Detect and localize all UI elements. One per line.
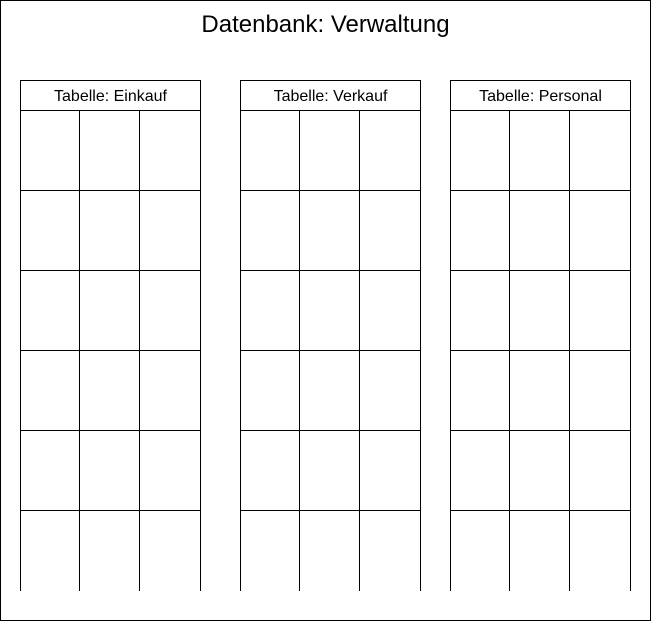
table-cell-r1-c2[interactable] bbox=[300, 111, 360, 191]
table-cell-r5-c1[interactable] bbox=[241, 431, 300, 511]
table-header: Tabelle: Verkauf bbox=[241, 81, 420, 111]
table-cell-r6-c1[interactable] bbox=[241, 511, 300, 591]
table-cell-r5-c2[interactable] bbox=[80, 431, 140, 511]
table-cell-r3-c1[interactable] bbox=[21, 271, 80, 351]
table-cell-r6-c2[interactable] bbox=[80, 511, 140, 591]
table-verkauf[interactable] bbox=[240, 80, 421, 591]
table-cell-r5-c3[interactable] bbox=[360, 431, 420, 511]
table-cell-r4-c1[interactable] bbox=[241, 351, 300, 431]
table-cell-r1-c1[interactable] bbox=[451, 111, 510, 191]
table-cell-r1-c2[interactable] bbox=[80, 111, 140, 191]
table-cell-r1-c3[interactable] bbox=[140, 111, 200, 191]
table-cell-r1-c3[interactable] bbox=[360, 111, 420, 191]
table-cell-r6-c3[interactable] bbox=[360, 511, 420, 591]
table-cell-r3-c3[interactable] bbox=[360, 271, 420, 351]
table-grid bbox=[241, 111, 420, 591]
table-cell-r1-c1[interactable] bbox=[241, 111, 300, 191]
table-cell-r2-c1[interactable] bbox=[451, 191, 510, 271]
table-grid bbox=[21, 111, 200, 591]
table-cell-r4-c3[interactable] bbox=[570, 351, 630, 431]
table-grid bbox=[451, 111, 630, 591]
table-cell-r5-c1[interactable] bbox=[21, 431, 80, 511]
table-cell-r2-c2[interactable] bbox=[300, 191, 360, 271]
table-header: Tabelle: Personal bbox=[451, 81, 630, 111]
table-header: Tabelle: Einkauf bbox=[21, 81, 200, 111]
table-cell-r6-c3[interactable] bbox=[140, 511, 200, 591]
table-cell-r4-c2[interactable] bbox=[80, 351, 140, 431]
table-einkauf[interactable] bbox=[20, 80, 201, 591]
table-cell-r2-c3[interactable] bbox=[140, 191, 200, 271]
table-cell-r1-c2[interactable] bbox=[510, 111, 570, 191]
table-cell-r3-c3[interactable] bbox=[570, 271, 630, 351]
diagram-title: Datenbank: Verwaltung bbox=[201, 11, 450, 38]
table-cell-r6-c2[interactable] bbox=[300, 511, 360, 591]
table-cell-r4-c3[interactable] bbox=[360, 351, 420, 431]
table-cell-r3-c2[interactable] bbox=[80, 271, 140, 351]
table-cell-r6-c2[interactable] bbox=[510, 511, 570, 591]
table-cell-r1-c1[interactable] bbox=[21, 111, 80, 191]
table-cell-r3-c2[interactable] bbox=[300, 271, 360, 351]
table-cell-r4-c1[interactable] bbox=[451, 351, 510, 431]
table-cell-r3-c2[interactable] bbox=[510, 271, 570, 351]
table-cell-r1-c3[interactable] bbox=[570, 111, 630, 191]
table-cell-r2-c1[interactable] bbox=[21, 191, 80, 271]
table-cell-r6-c1[interactable] bbox=[21, 511, 80, 591]
table-cell-r5-c3[interactable] bbox=[140, 431, 200, 511]
table-cell-r5-c2[interactable] bbox=[510, 431, 570, 511]
table-cell-r4-c1[interactable] bbox=[21, 351, 80, 431]
table-cell-r2-c1[interactable] bbox=[241, 191, 300, 271]
table-cell-r5-c1[interactable] bbox=[451, 431, 510, 511]
table-personal[interactable] bbox=[450, 80, 631, 591]
table-cell-r5-c2[interactable] bbox=[300, 431, 360, 511]
table-cell-r6-c3[interactable] bbox=[570, 511, 630, 591]
table-cell-r3-c1[interactable] bbox=[451, 271, 510, 351]
table-cell-r2-c2[interactable] bbox=[510, 191, 570, 271]
table-cell-r4-c2[interactable] bbox=[510, 351, 570, 431]
table-cell-r5-c3[interactable] bbox=[570, 431, 630, 511]
table-cell-r2-c3[interactable] bbox=[360, 191, 420, 271]
table-cell-r4-c3[interactable] bbox=[140, 351, 200, 431]
table-cell-r3-c3[interactable] bbox=[140, 271, 200, 351]
table-cell-r4-c2[interactable] bbox=[300, 351, 360, 431]
table-cell-r2-c3[interactable] bbox=[570, 191, 630, 271]
table-cell-r3-c1[interactable] bbox=[241, 271, 300, 351]
table-cell-r6-c1[interactable] bbox=[451, 511, 510, 591]
table-cell-r2-c2[interactable] bbox=[80, 191, 140, 271]
